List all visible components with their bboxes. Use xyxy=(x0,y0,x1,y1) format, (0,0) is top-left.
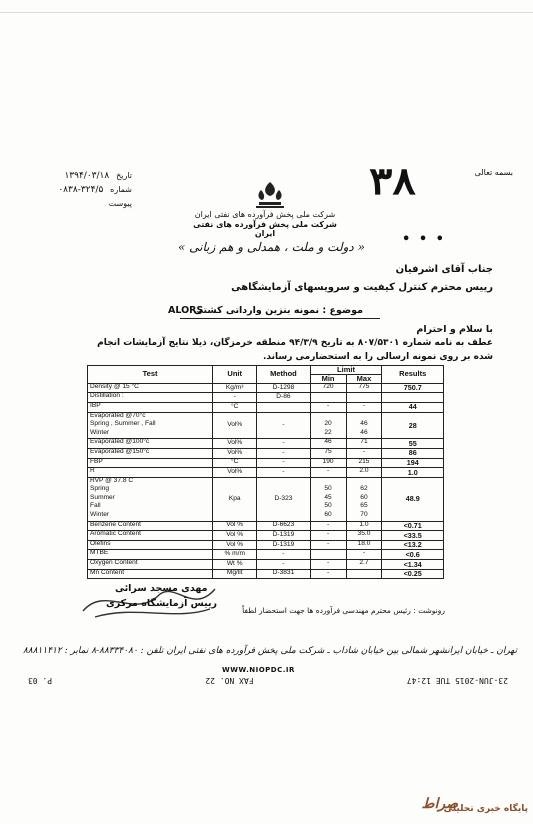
cell-test-line: Evaporated @150°c xyxy=(90,447,150,455)
cell-result: <0.6 xyxy=(382,550,444,560)
company-logo-icon xyxy=(253,180,287,210)
carbon-copy: رونوشت : رئیس محترم مهندسی فرآورده ها جهت استحضار لطفاً xyxy=(242,606,445,615)
cell-test xyxy=(88,560,213,570)
cell-test xyxy=(88,448,213,458)
recipient-name: جناب آقای اشرفیان xyxy=(395,264,493,275)
cell-unit: Vol % xyxy=(213,531,257,541)
cell-test xyxy=(88,477,213,521)
cell-max-line: 70 xyxy=(360,511,368,519)
classification-label: بسمه تعالی xyxy=(474,168,513,177)
date-value: ۱۳۹۴/۰۳/۱۸ xyxy=(64,171,110,181)
cell-result: 44 xyxy=(382,402,444,412)
cell-max-line: 2.7 xyxy=(359,559,369,567)
cell-test-line: Aromatic Content xyxy=(90,530,141,538)
cell-max xyxy=(346,448,382,458)
watermark xyxy=(402,796,530,822)
cell-test-line: Spring , Summer , Fall xyxy=(90,420,156,428)
cell-min xyxy=(310,393,346,403)
cell-max-line: 775 xyxy=(358,382,370,390)
cell-min-line: - xyxy=(326,401,330,409)
cell-min xyxy=(310,448,346,458)
signatory-title: رییس آزمایشگاه مرکزی xyxy=(106,598,217,609)
table-row xyxy=(88,540,444,550)
cell-result: 48.9 xyxy=(382,477,444,521)
cell-max-line: 71 xyxy=(360,438,368,446)
cell-result: <0.25 xyxy=(382,569,444,579)
cell-min xyxy=(310,540,346,550)
cell-method: - xyxy=(257,439,310,449)
cell-max-line xyxy=(349,393,380,402)
cell-unit: Kpa xyxy=(213,477,257,521)
cell-max xyxy=(346,439,382,449)
recipient-title: رییس محترم کنترل کیفیت و سرویسهای آزمایشگاهی xyxy=(231,282,493,293)
cell-test-line: FBP xyxy=(90,457,103,465)
cell-min-line: 60 xyxy=(324,511,332,519)
cell-max-line xyxy=(349,570,380,579)
body-line-2: شده بر روی نمونه ارسالی را به استحضارمی رساند. xyxy=(262,352,493,362)
header-min: Min xyxy=(310,374,346,383)
body-line-1: عطف به نامه شماره ۸۰۷/۵۳۰۱ به تاریخ ۹۴/۳/۹ منطقه خرمزگان، ذیلا نتایج آزمایشات انجام xyxy=(97,338,493,348)
watermark-logo: صراط xyxy=(421,796,458,812)
cell-max-line: - xyxy=(362,401,366,409)
fax-page: P. 03 xyxy=(28,676,53,685)
cell-min-line: - xyxy=(326,530,330,538)
cell-result: 55 xyxy=(382,439,444,449)
cell-test-line: Evaporated @70°c xyxy=(90,411,146,419)
cell-method: D-3831 xyxy=(257,569,310,579)
table-row xyxy=(88,383,444,393)
cell-max xyxy=(346,560,382,570)
subject-underline xyxy=(180,318,380,319)
cell-result: <1.34 xyxy=(382,560,444,570)
cell-min-line: 20 xyxy=(324,420,332,428)
org-name-line2: شرکت ملی پخش فرآورده های نفتی ایران xyxy=(193,220,337,238)
cell-test-line: Benzene Content xyxy=(90,520,141,528)
cell-max xyxy=(346,383,382,393)
subject-line: موضوع : نمونه بنزین وارداتی کشتی xyxy=(193,305,363,316)
subject-ship-name: ALORS xyxy=(168,305,204,316)
cell-unit: Vol% xyxy=(213,439,257,449)
cell-result: <13.2 xyxy=(382,540,444,550)
cell-unit: Mg/lit xyxy=(213,569,257,579)
cell-test-line: R xyxy=(90,467,95,475)
cell-unit: - xyxy=(213,393,257,403)
motto: « دولت و ملت ، همدلی و هم زبانی » xyxy=(178,240,365,254)
cell-test xyxy=(88,393,213,403)
org-name-line1: شرکت ملی پخش فرآورده های نفتی ایران xyxy=(194,210,336,219)
cell-unit: Vol% xyxy=(213,468,257,478)
cell-test-line: Fall xyxy=(90,502,101,510)
cell-min-line: - xyxy=(326,520,330,528)
table-body xyxy=(88,383,444,578)
cell-method: - xyxy=(257,448,310,458)
attachment-label: پیوست xyxy=(108,199,132,208)
cell-method: D-1319 xyxy=(257,531,310,541)
fax-header-line xyxy=(28,673,508,685)
cell-test xyxy=(88,412,213,439)
cell-test-line: Evaporated @100°c xyxy=(90,438,150,446)
cell-unit: Vol% xyxy=(213,448,257,458)
footer-address: تهران ـ خیابان ایرانشهر شمالی بین خیابان شاداب ـ شرکت ملی پخش فرآورده های نفتی ایران تلفن : ۸۸۳۳۴۰۸۰-۸ نمابر : ۸۸۸۱۱۴۱۲ xyxy=(23,646,517,656)
cell-method: - xyxy=(257,560,310,570)
cell-method xyxy=(257,402,310,412)
cell-min xyxy=(310,402,346,412)
cell-unit: Vol % xyxy=(213,540,257,550)
cell-min-line: - xyxy=(326,539,330,547)
cell-max-line: 18.0 xyxy=(357,539,371,547)
table-row xyxy=(88,531,444,541)
cell-method: - xyxy=(257,550,310,560)
cell-result: 194 xyxy=(382,458,444,468)
table-row xyxy=(88,448,444,458)
cell-method: - xyxy=(257,412,310,439)
handwritten-dots: • • • xyxy=(402,232,446,247)
cell-max-line: 46 xyxy=(360,428,368,436)
cell-test xyxy=(88,531,213,541)
header-test: Test xyxy=(88,366,213,384)
cell-max xyxy=(346,393,382,403)
table-row xyxy=(88,550,444,560)
cell-min-line: - xyxy=(326,467,330,475)
cell-method: D-323 xyxy=(257,477,310,521)
cell-max xyxy=(346,468,382,478)
table-row xyxy=(88,439,444,449)
cell-max-line: 60 xyxy=(360,493,368,501)
cell-test-line: IBP xyxy=(90,401,101,409)
header-method: Method xyxy=(257,366,310,384)
date-label: تاریخ xyxy=(116,171,132,180)
cell-min xyxy=(310,477,346,521)
cell-min-line: 50 xyxy=(324,485,332,493)
table-row xyxy=(88,412,444,439)
cell-max-line: - xyxy=(362,549,366,557)
table-row xyxy=(88,393,444,403)
cell-test xyxy=(88,439,213,449)
cell-result: 28 xyxy=(382,412,444,439)
cell-max-line: 65 xyxy=(360,502,368,510)
cell-min-line: 22 xyxy=(324,428,332,436)
watermark-site: پایگاه خبری تحلیلی xyxy=(443,804,528,814)
fax-number: FAX NO. 22 xyxy=(205,676,254,685)
cell-min xyxy=(310,383,346,393)
cell-min xyxy=(310,412,346,439)
cell-min-line: 46 xyxy=(324,438,332,446)
attachment-field xyxy=(22,199,132,209)
cell-result: 86 xyxy=(382,448,444,458)
cell-test xyxy=(88,402,213,412)
cell-result: 750.7 xyxy=(382,383,444,393)
handwritten-number: ۳۸ xyxy=(368,158,416,203)
cell-test xyxy=(88,468,213,478)
cell-min-line: 45 xyxy=(324,493,332,501)
cell-min-line: 720 xyxy=(322,382,334,390)
cell-min-line: - xyxy=(326,559,330,567)
cell-max-line: 215 xyxy=(358,457,370,465)
cell-test-line: Oxygen Content xyxy=(90,559,138,567)
cell-method: - xyxy=(257,458,310,468)
number-field xyxy=(22,185,132,195)
cell-unit: °C xyxy=(213,458,257,468)
cell-min xyxy=(310,569,346,579)
header-limit: Limit xyxy=(310,366,382,375)
number-label: شماره xyxy=(110,185,132,194)
cell-max-line: 46 xyxy=(360,420,368,428)
number-value: ۳۲۴/۵-۰۸۳۸ xyxy=(58,185,104,195)
table-row xyxy=(88,477,444,521)
cell-test-line: Summer xyxy=(90,493,115,501)
cell-min-line xyxy=(313,393,344,402)
cell-method: D-1319 xyxy=(257,540,310,550)
cell-max-line: 2.0 xyxy=(359,467,369,475)
cell-min-line: 75 xyxy=(324,447,332,455)
cell-test-line: Density @ 15 °C xyxy=(90,382,139,390)
cell-max-line: - xyxy=(362,447,366,455)
cell-method: D-1298 xyxy=(257,383,310,393)
header-unit: Unit xyxy=(213,366,257,384)
date-field xyxy=(22,171,132,181)
cell-test xyxy=(88,458,213,468)
signatory-name: مهدی مسجد سرائی xyxy=(115,583,208,594)
table-row xyxy=(88,402,444,412)
cell-max xyxy=(346,477,382,521)
cell-test-line: RVP @ 37.8 C xyxy=(90,476,134,484)
cell-max xyxy=(346,402,382,412)
cell-result: <33.5 xyxy=(382,531,444,541)
cell-min xyxy=(310,560,346,570)
cell-result xyxy=(382,393,444,403)
cell-test-line: Olefins xyxy=(90,539,111,547)
table-row xyxy=(88,468,444,478)
fax-date: 23-JUN-2015 TUE 12:47 xyxy=(406,676,508,685)
header-results: Results xyxy=(382,366,444,384)
cell-max xyxy=(346,569,382,579)
greeting: با سلام و احترام xyxy=(416,324,493,335)
cell-result: 1.0 xyxy=(382,468,444,478)
cell-unit: Kg/m³ xyxy=(213,383,257,393)
cell-method: D-6623 xyxy=(257,521,310,531)
footer-website: WWW.NIOPDC.IR xyxy=(222,666,295,674)
cell-unit: °C xyxy=(213,402,257,412)
cell-max xyxy=(346,412,382,439)
cell-test-line: Winter xyxy=(90,511,110,519)
cell-test-line: Distillation : xyxy=(90,392,124,400)
cell-min-line: 190 xyxy=(322,457,334,465)
cell-min xyxy=(310,439,346,449)
cell-test-line: Spring xyxy=(90,485,110,493)
cell-unit: % m/m xyxy=(213,550,257,560)
cell-max-line: 1.0 xyxy=(359,520,369,528)
cell-max-line: 35.0 xyxy=(357,530,371,538)
cell-min-line: 50 xyxy=(324,502,332,510)
cell-method: - xyxy=(257,468,310,478)
cell-unit: Vol % xyxy=(213,521,257,531)
cell-min xyxy=(310,468,346,478)
cell-unit: Wt % xyxy=(213,560,257,570)
cell-result: <0.71 xyxy=(382,521,444,531)
header-max: Max xyxy=(346,374,382,383)
table-row xyxy=(88,560,444,570)
cell-test-line: Mn Content xyxy=(90,568,125,576)
cell-test-line: Winter xyxy=(90,428,110,436)
cell-max xyxy=(346,531,382,541)
fax-top-edge xyxy=(0,2,533,13)
cell-min-line: - xyxy=(326,568,330,576)
cell-min xyxy=(310,531,346,541)
cell-max-line: 62 xyxy=(360,485,368,493)
cell-min-line xyxy=(313,550,344,559)
table-row xyxy=(88,458,444,468)
cell-method: D-86 xyxy=(257,393,310,403)
test-results-table xyxy=(87,365,444,579)
cell-unit: Vol% xyxy=(213,412,257,439)
cell-test-line: MTBE xyxy=(90,549,109,557)
